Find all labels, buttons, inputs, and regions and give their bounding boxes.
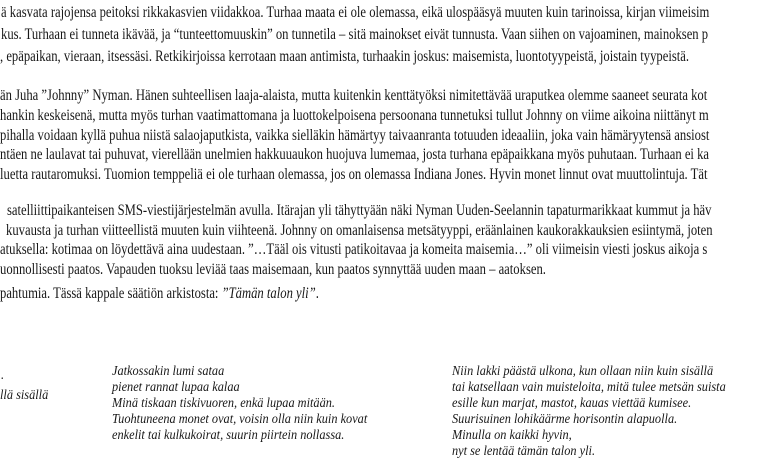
archive-caption-line [0, 284, 319, 304]
lyric-line: nyt se lentää tämän talon yli. [452, 444, 596, 459]
body-text-line: ä kasvata rajojensa peitoksi rikkakasvien viidakkoa. Turhaa maata ei ole olemassa, eikä ulospääsyä muuten kuin tarinoissa, kirjan viimeisim [1, 4, 710, 21]
lyric-line: tai katsellaan vain muisteloita, mitä tulee metsän suista [452, 380, 726, 395]
lyric-line: esille kun marjat, mastot, kauas viettää kumisee. [452, 396, 692, 411]
body-text-line: än Juha ”Johnny” Nyman. Hänen suhteellisen laaja-alaista, mutta kuitenkin kenttätyöksi nimitettävää uraputkea olemme saaneet seurata kot [0, 87, 708, 104]
body-text-line: kus. Turhaan ei tunneta ikävää, ja “tunteettomuuskin” on tunnetila – sitä mainokset eivät tunnusta. Vaan siihen on vajoaminen, mainoksen p [1, 26, 709, 43]
body-text-line: uonnollisesti paatos. Vapauden tuoksu leviää taas maisemaan, kun paatos synnyttää uuden maan – aatoksen. [0, 261, 546, 278]
lyric-line-fragment: . [1, 368, 5, 383]
lyric-line: pienet rannat lupaa kalaa [112, 380, 240, 395]
lyric-line: Tuohtuneena monet ovat, voisin olla niin kuin kovat [112, 412, 368, 427]
archive-caption-period: . [315, 285, 319, 302]
body-text-line: kuvausta ja turhan viitteellistä muuten kuin viihteenä. Johnny on omanlaisensa metsätyyppi, eräänlainen kaukorakkauksien esiintymä, joten [6, 222, 713, 239]
lyric-line: Suurisuinen lohikäärme horisontin alapuolla. [452, 412, 678, 427]
lyric-line: Minulla on kaikki hyvin, [452, 428, 572, 443]
body-text-line: , epäpaikan, vieraan, itsessäsi. Retkikirjoissa kerrotaan maan antimista, turhaakin joskus: maisemista, luontotyypeistä, joistain tyypeistä. [0, 48, 690, 65]
body-text-line: pihalla voidaan kyllä puhua niistä salaojaputkista, vaikka sielläkin hämärtyy taivaanranta totuuden ideaaliin, joka vain hämäryytensä ansiost [0, 127, 710, 144]
lyric-line: Minä tiskaan tiskivuoren, enkä lupaa mitään. [112, 396, 335, 411]
body-text-line: atuksella: kotimaa on löydettävä aina uudestaan. ”…Tääl ois vitusti patikoitavaa ja komeita maisemia…” oli viimeisin viesti joskus aikoja s [0, 241, 708, 258]
body-text-line: ntäen ne laulavat tai puhuvat, vierellään unelmien hakkuuaukon huojuva lumemaa, josta turhana epäpaikkana myös puhutaan. Turhaan ei ka [0, 146, 710, 163]
song-title: ”Tämän talon yli” [221, 285, 316, 302]
archive-caption-text: pahtumia. Tässä kappale säätiön arkistosta: [0, 285, 222, 302]
body-text-line: hankin keskeisenä, mutta myös turhan vaatimattomana ja luottokelpoisena persoonana tunnetuksi tullut Johnny on viime aikoina niittänyt m [0, 107, 709, 124]
body-text-line: luetta rautaromuksi. Tuomion temppeliä ei ole turhaan olemassa, jos on olemassa Indiana Jones. Hyvin monet linnut ovat muuttolintuja. Tät [0, 166, 708, 183]
lyric-line-fragment: llä sisällä [0, 388, 49, 403]
lyric-line: enkelit tai kulkukoirat, suurin piirtein nollassa. [112, 428, 345, 443]
body-text-line: satelliittipaikanteisen SMS-viestijärjestelmän avulla. Itärajan yli tähyttyään näki Nyman Uuden-Seelannin tapaturmarikkaat kummut ja häv [7, 202, 712, 219]
lyric-line: Jatkossakin lumi sataa [112, 364, 225, 379]
lyric-line: Niin lakki päästä ulkona, kun ollaan niin kuin sisällä [452, 364, 714, 379]
